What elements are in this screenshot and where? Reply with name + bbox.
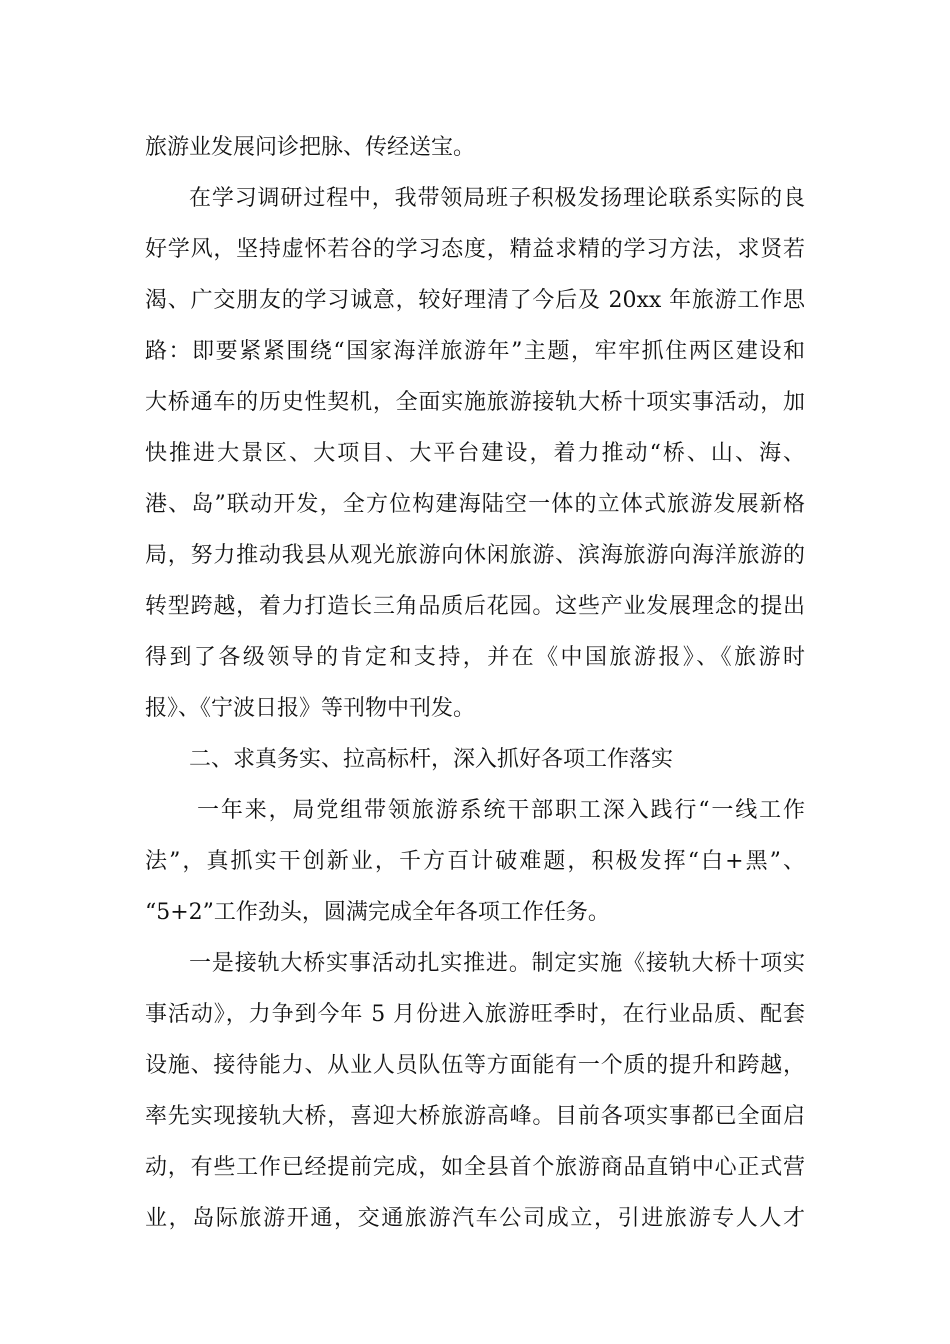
paragraph-line: 渴、广交朋友的学习诚意，较好理清了今后及 20xx 年旅游工作思	[145, 288, 805, 313]
paragraph-line: 局，努力推动我县从观光旅游向休闲旅游、滨海旅游向海洋旅游的	[145, 543, 805, 568]
section-heading: 二、求真务实、拉高标杆，深入抓好各项工作落实	[189, 747, 674, 772]
paragraph-line: 业，岛际旅游开通，交通旅游汽车公司成立，引进旅游专人人才	[145, 1206, 805, 1231]
paragraph-line: 港、岛”联动开发，全方位构建海陆空一体的立体式旅游发展新格	[145, 492, 805, 517]
paragraph-line: 得到了各级领导的肯定和支持，并在《中国旅游报》、《旅游时	[145, 645, 805, 670]
paragraph-line: 路：即要紧紧围绕“国家海洋旅游年”主题，牢牢抓住两区建设和	[145, 339, 805, 364]
paragraph-line: 好学风，坚持虚怀若谷的学习态度，精益求精的学习方法，求贤若	[145, 237, 805, 262]
paragraph-line: 动，有些工作已经提前完成，如全县首个旅游商品直销中心正式营	[145, 1155, 805, 1180]
paragraph-line: 转型跨越，着力打造长三角品质后花园。这些产业发展理念的提出	[145, 594, 805, 619]
paragraph-line: “5+2”工作劲头，圆满完成全年各项工作任务。	[145, 900, 610, 925]
paragraph-line: 一年来，局党组带领旅游系统干部职工深入践行“一线工作	[197, 798, 805, 823]
paragraph-line: 法”，真抓实干创新业，千方百计破难题，积极发挥“白+黑”、	[145, 849, 805, 874]
paragraph-line: 快推进大景区、大项目、大平台建设，着力推动“桥、山、海、	[145, 441, 805, 466]
paragraph-line: 设施、接待能力、从业人员队伍等方面能有一个质的提升和跨越，	[145, 1053, 805, 1078]
paragraph-line: 率先实现接轨大桥，喜迎大桥旅游高峰。目前各项实事都已全面启	[145, 1104, 805, 1129]
paragraph-line: 事活动》，力争到今年 5 月份进入旅游旺季时，在行业品质、配套	[145, 1002, 805, 1027]
paragraph-line: 一是接轨大桥实事活动扎实推进。制定实施《接轨大桥十项实	[189, 951, 805, 976]
paragraph-line: 在学习调研过程中，我带领局班子积极发扬理论联系实际的良	[189, 186, 805, 211]
paragraph-line: 报》、《宁波日报》等刊物中刊发。	[145, 696, 476, 721]
paragraph-line: 大桥通车的历史性契机，全面实施旅游接轨大桥十项实事活动，加	[145, 390, 805, 415]
text-line: 旅游业发展问诊把脉、传经送宝。	[145, 135, 476, 160]
